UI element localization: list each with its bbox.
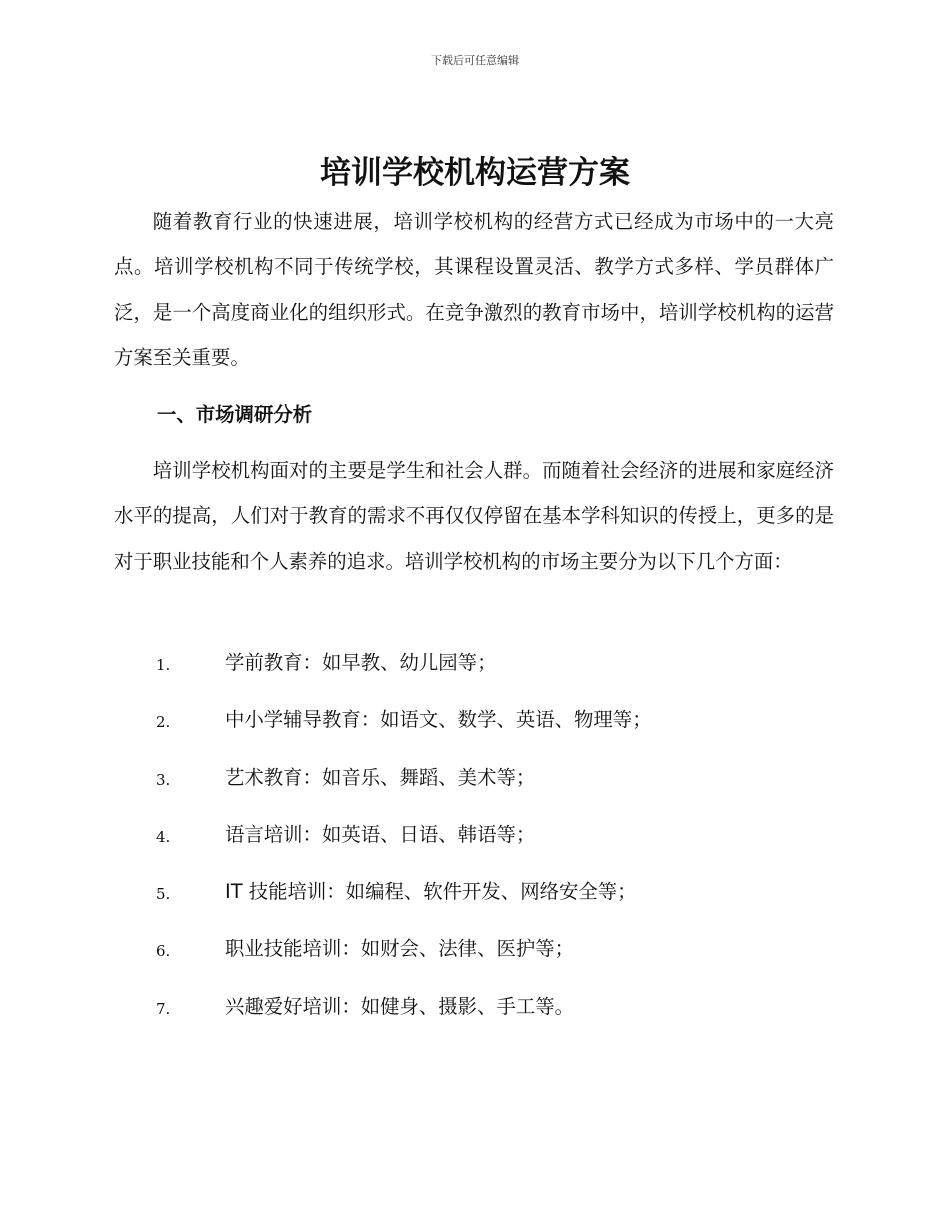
list-item-text: 职业技能培训：如财会、法律、医护等； — [225, 937, 575, 961]
list-item-number: 1. — [156, 656, 171, 674]
list-item-number: 3. — [156, 770, 171, 789]
list-item-text: 艺术教育：如音乐、舞蹈、美术等； — [225, 765, 536, 789]
list-item — [0, 696, 950, 753]
document-title: 培训学校机构运营方案 — [320, 155, 630, 191]
list-item-text: 兴趣爱好培训：如健身、摄影、手工等。 — [225, 994, 575, 1018]
list-item — [0, 868, 950, 925]
list-item — [0, 983, 950, 1040]
list-item-text: IT 技能培训：如编程、软件开发、网络安全等； — [225, 880, 637, 904]
list-item — [0, 811, 950, 868]
market-segment-list — [0, 639, 950, 1040]
list-item — [0, 754, 950, 811]
list-item-text: 中小学辅导教育：如语文、数学、英语、物理等； — [225, 708, 652, 732]
list-item-text: 学前教育：如早教、幼儿园等； — [225, 651, 497, 674]
market-research-paragraph: 培训学校机构面对的主要是学生和社会人群。而随着社会经济的进展和家庭经济水平的提高，人们对于教育的需求不再仅仅停留在基本学科知识的传授上，更多的是对于职业技能和个人素养的追求。培训学校机构的市场主要分为以下几个方面： — [114, 459, 834, 573]
list-item-number: 2. — [156, 713, 171, 732]
intro-paragraph: 随着教育行业的快速进展，培训学校机构的经营方式已经成为市场中的一大亮点。培训学校机构不同于传统学校，其课程设置灵活、教学方式多样、学员群体广泛，是一个高度商业化的组织形式。在竞争激烈的教育市场中，培训学校机构的运营方案至关重要。 — [114, 210, 834, 369]
list-item — [0, 639, 950, 696]
list-item-number: 7. — [156, 999, 171, 1018]
page-header-note: 下载后可任意编辑 — [431, 54, 519, 67]
list-item-text: 语言培训：如英语、日语、韩语等； — [225, 822, 536, 846]
list-item-number: 4. — [156, 827, 171, 846]
list-item-number: 6. — [156, 942, 171, 961]
list-item — [0, 925, 950, 982]
section-heading-market-research: 一、市场调研分析 — [157, 403, 313, 426]
list-item-number: 5. — [156, 885, 171, 904]
